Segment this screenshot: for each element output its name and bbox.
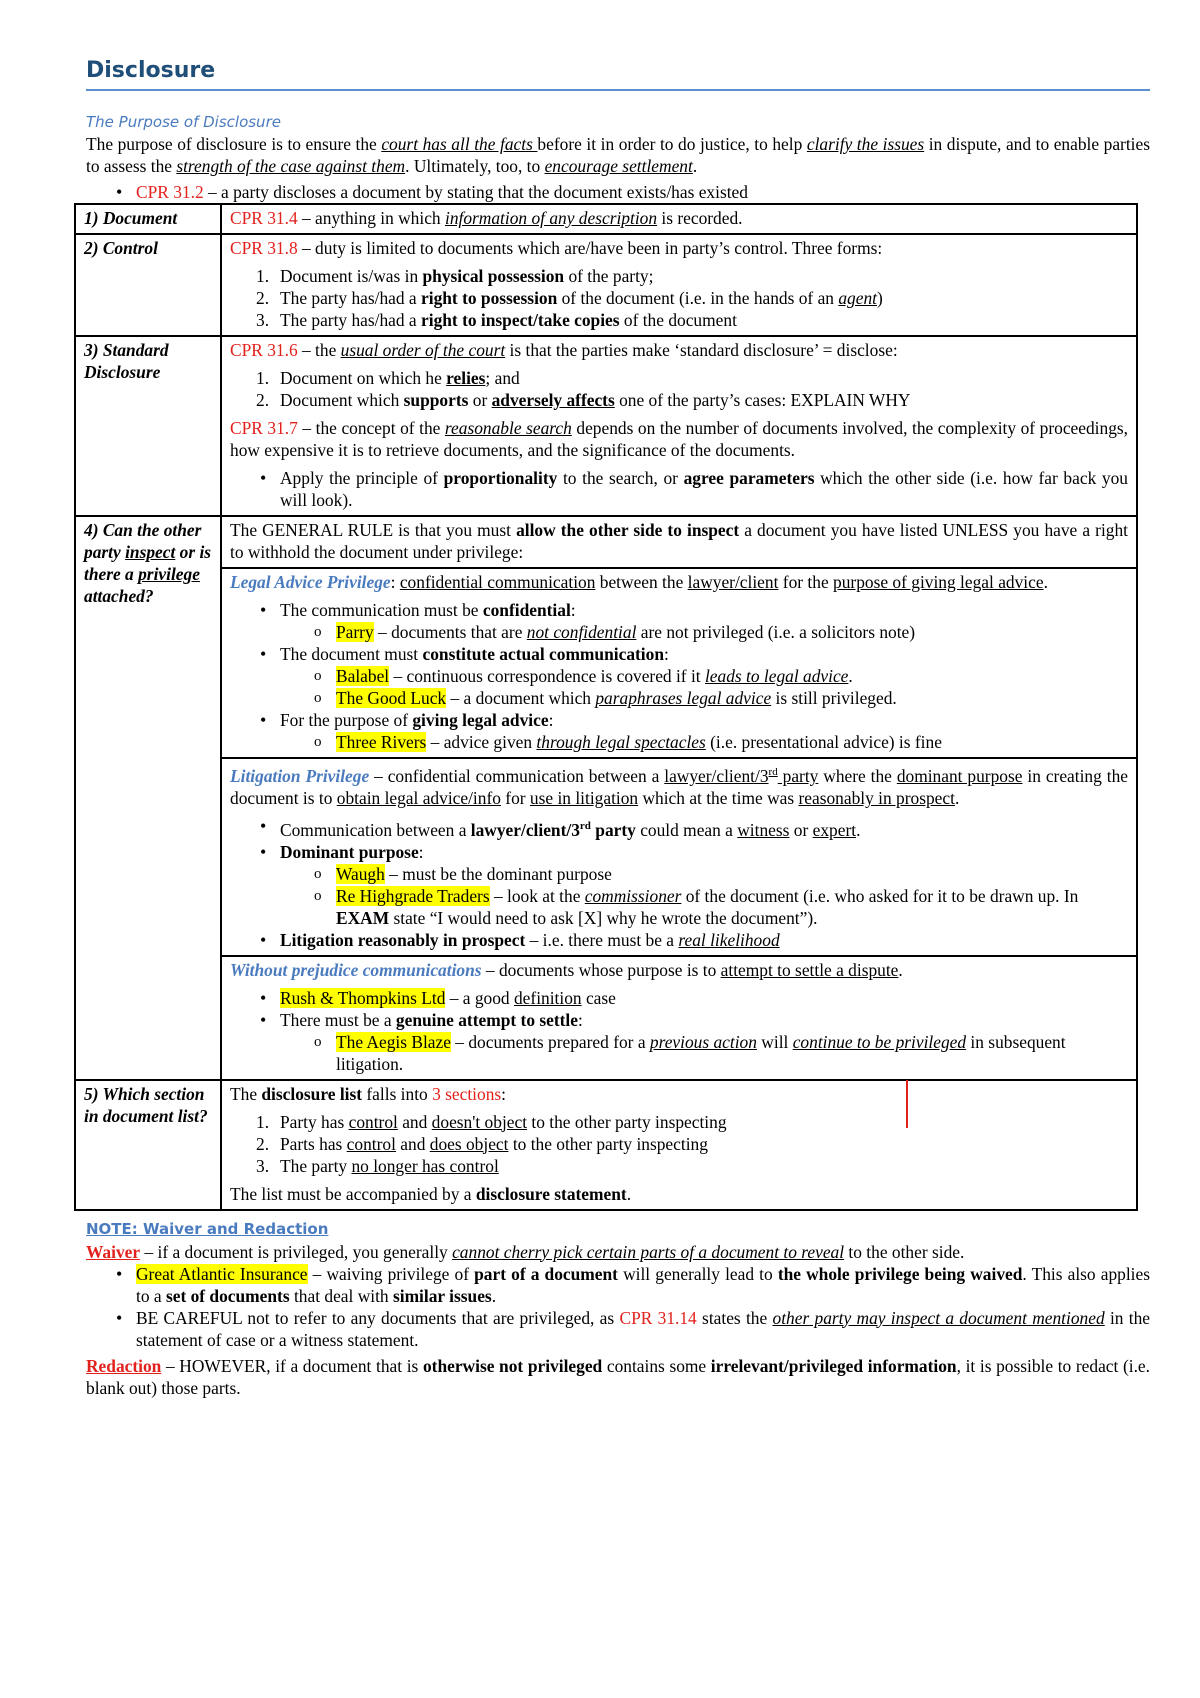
list-item: Document on which he relies; and bbox=[280, 368, 520, 388]
list-item: The party no longer has control bbox=[280, 1155, 499, 1176]
label-document: 1) Document bbox=[75, 204, 221, 234]
redaction-paragraph: Redaction – HOWEVER, if a document that is otherwise not privileged contains some irrelevant/privileged information, it is possible to redact (i.e. blank out) those parts. bbox=[86, 1355, 1151, 1398]
case-item: o Balabel – continuous correspondence is covered if it leads to legal advice. bbox=[230, 665, 1128, 687]
list-item: • Litigation reasonably in prospect – i.e. there must be a real likelihood bbox=[230, 929, 1128, 951]
lit-bullets bbox=[230, 815, 1128, 951]
lap-bullets bbox=[230, 599, 1128, 753]
case-item: o Re Highgrade Traders – look at the commissioner of the document (i.e. who asked for it to be drawn up. In EXAM state “I would need to ask [X] why he wrote the document”). bbox=[230, 885, 1128, 929]
list-item: • Dominant purpose: o Waugh – must be the dominant purpose o Re Highgrade Traders – look at the commissioner of the document (i.e. who asked for it to be drawn up. In EXAM state “I would need to ask [X] why he wrote the document”). bbox=[230, 841, 1128, 929]
list-item: • Communication between a lawyer/client/3rd party could mean a witness or expert. bbox=[230, 815, 1128, 841]
label-control: 2) Control bbox=[75, 234, 221, 336]
cell-legal-advice-privilege: Legal Advice Privilege: confidential communication between the lawyer/client for the purpose of giving legal advice. • The communication must be confidential: o Parry – documents that are not confidential are not privileged (i.e. a solicitors note) • The document must constitute actual communication: o Balabel – continuous correspondence is covered if it leads to legal advice. o The Good Luck – a document which paraphrases legal advice is still privileged. • For the purpose of giving legal advice: o Three Rivers – advice given through legal spectacles (i.e. presentational advice) is fine bbox=[221, 568, 1137, 758]
list-item: The party has/had a right to possession of the document (i.e. in the hands of an agent) bbox=[280, 288, 883, 308]
section-list bbox=[230, 1111, 1128, 1177]
list-item: • There must be a genuine attempt to settle: o The Aegis Blaze – documents prepared for a previous action will continue to be privileged in subsequent litigation. bbox=[230, 1009, 1128, 1075]
row-inspect-rule bbox=[75, 516, 1137, 568]
wp-bullets bbox=[230, 987, 1128, 1075]
list-item: • The document must constitute actual communication: o Balabel – continuous correspondence is covered if it leads to legal advice. o The Good Luck – a document which paraphrases legal advice is still privileged. bbox=[230, 643, 1128, 709]
case-item: o Parry – documents that are not confidential are not privileged (i.e. a solicitors note) bbox=[230, 621, 1128, 643]
list-item: Document which supports or adversely affects one of the party’s cases: EXPLAIN WHY bbox=[280, 390, 911, 410]
list-item: • Apply the principle of proportionality to the search, or agree parameters which the other side (i.e. how far back you will look). bbox=[230, 467, 1128, 511]
text-cursor-mark bbox=[906, 1080, 908, 1128]
list-item: • BE CAREFUL not to refer to any documents that are privileged, as CPR 31.14 states the other party may inspect a document mentioned in the statement of case or a witness statement. bbox=[86, 1307, 1150, 1351]
cell-document: CPR 31.4 – anything in which information of any description is recorded. bbox=[221, 204, 1137, 234]
cell-control: CPR 31.8 – duty is limited to documents which are/have been in party’s control. Three forms: Document is/was in physical possession of the party; The party has/had a right to possession of the document (i.e. in the hands of an agent) The party has/had a right to inspect/take copies of the document bbox=[221, 234, 1137, 336]
case-item: o The Good Luck – a document which paraphrases legal advice is still privileged. bbox=[230, 687, 1128, 709]
row-litigation-privilege bbox=[75, 758, 1137, 956]
document-page bbox=[86, 58, 1150, 1399]
label-section: 5) Which section in document list? bbox=[75, 1080, 221, 1210]
purpose-heading: The Purpose of Disclosure bbox=[86, 113, 281, 131]
cell-without-prejudice: Without prejudice communications – documents whose purpose is to attempt to settle a dispute. • Rush & Thompkins Ltd – a good definition case • There must be a genuine attempt to settle: o The Aegis Blaze – documents prepared for a previous action will continue to be privileged in subsequent litigation. bbox=[221, 956, 1137, 1080]
standard-list bbox=[230, 367, 1128, 411]
label-inspect: 4) Can the other party inspect or is there a privilege attached? bbox=[75, 516, 221, 1080]
list-item: • Great Atlantic Insurance – waiving privilege of part of a document will generally lead to the whole privilege being waived. This also applies to a set of documents that deal with similar issues. bbox=[86, 1263, 1150, 1307]
list-item: Party has control and doesn't object to the other party inspecting bbox=[280, 1111, 727, 1132]
waiver-bullets bbox=[86, 1263, 1150, 1351]
cell-standard: CPR 31.6 – the usual order of the court is that the parties make ‘standard disclosure’ = disclose: Document on which he relies; and Document which supports or adversely affects one of the party’s cases: EXPLAIN WHY CPR 31.7 – the concept of the reasonable search depends on the number of documents involved, the complexity of proceedings, how expensive it is to retrieve documents, and the significance of the documents. • Apply the principle of proportionality to the search, or agree parameters which the other side (i.e. how far back you will look). bbox=[221, 336, 1137, 516]
waiver-paragraph: Waiver – if a document is privileged, you generally cannot cherry pick certain parts of a document to reveal to the other side. bbox=[86, 1241, 965, 1262]
cell-general-rule: The GENERAL RULE is that you must allow the other side to inspect a document you have listed UNLESS you have a right to withhold the document under privilege: bbox=[221, 516, 1137, 568]
cpr312-item: • CPR 31.2 – a party discloses a document by stating that the document exists/has existed bbox=[86, 181, 1150, 203]
case-item: o Three Rivers – advice given through legal spectacles (i.e. presentational advice) is fine bbox=[230, 731, 1128, 753]
purpose-paragraph: The purpose of disclosure is to ensure the court has all the facts before it in order to do justice, to help clarify the issues in dispute, and to enable parties to assess the strength of the case against them. Ultimately, too, to encourage settlement. bbox=[86, 134, 1150, 176]
row-standard bbox=[75, 336, 1137, 516]
row-control bbox=[75, 234, 1137, 336]
list-item: • The communication must be confidential: o Parry – documents that are not confidential are not privileged (i.e. a solicitors note) bbox=[230, 599, 1128, 643]
case-item: o Waugh – must be the dominant purpose bbox=[230, 863, 1128, 885]
control-list bbox=[230, 265, 1128, 331]
label-standard: 3) Standard Disclosure bbox=[75, 336, 221, 516]
row-document bbox=[75, 204, 1137, 234]
cell-litigation-privilege: Litigation Privilege – confidential communication between a lawyer/client/3rd party where the dominant purpose in creating the document is to obtain legal advice/info for use in litigation which at the time was reasonably in prospect. • Communication between a lawyer/client/3rd party could mean a witness or expert. • Dominant purpose: o Waugh – must be the dominant purpose o Re Highgrade Traders – look at the commissioner of the document (i.e. who asked for it to be drawn up. In EXAM state “I would need to ask [X] why he wrote the document”). • Litigation reasonably in prospect – i.e. there must be a real likelihood bbox=[221, 758, 1137, 956]
row-section bbox=[75, 1080, 1137, 1210]
list-item: • For the purpose of giving legal advice: o Three Rivers – advice given through legal spectacles (i.e. presentational advice) is fine bbox=[230, 709, 1128, 753]
list-item: • Rush & Thompkins Ltd – a good definition case bbox=[230, 987, 1128, 1009]
note-heading: NOTE: Waiver and Redaction bbox=[86, 1219, 329, 1238]
list-item: Document is/was in physical possession of the party; bbox=[280, 266, 654, 286]
list-item: Parts has control and does object to the other party inspecting bbox=[280, 1133, 708, 1154]
case-item: o The Aegis Blaze – documents prepared for a previous action will continue to be privileged in subsequent litigation. bbox=[230, 1031, 1128, 1075]
page-title: Disclosure bbox=[86, 58, 1150, 91]
cpr312-list bbox=[86, 181, 1150, 203]
row-legal-advice-privilege bbox=[75, 568, 1137, 758]
disclosure-table bbox=[74, 203, 1138, 1211]
row-without-prejudice bbox=[75, 956, 1137, 1080]
list-item: The party has/had a right to inspect/take copies of the document bbox=[280, 310, 737, 330]
standard-bullets bbox=[230, 467, 1128, 511]
cell-section: The disclosure list falls into 3 sections: Party has control and doesn't object to the other party inspecting Parts has control and does object to the other party inspecting The party no longer has control The list must be accompanied by a disclosure statement. bbox=[221, 1080, 1137, 1210]
